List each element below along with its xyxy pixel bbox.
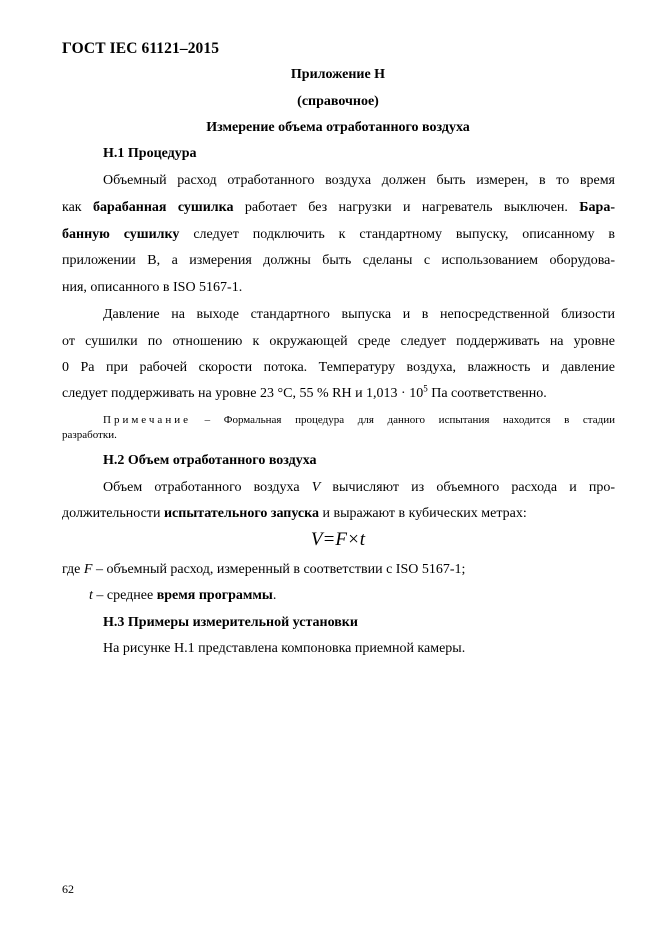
page-number: 62 <box>62 882 74 896</box>
variable: F <box>83 562 93 577</box>
appendix-subject: Измерение объема отработанного воздуха <box>206 120 470 135</box>
section-heading-h3: Н.3 Примеры измерительной установки <box>103 615 358 630</box>
appendix-type: (справочное) <box>297 94 379 109</box>
formula: V=F×t <box>310 529 366 550</box>
superscript: 5 <box>423 383 428 394</box>
note-line: Примечание – Формальная процедура для данного испытания находится в стадии <box>103 414 615 426</box>
section-heading-h1: Н.1 Процедура <box>103 146 197 161</box>
appendix-title: Приложение Н <box>290 67 386 82</box>
term-bold: Бара- <box>579 200 615 215</box>
paragraph-line: Объемный расход отработанного воздуха должен быть измерен, в то время <box>103 173 615 188</box>
where-line: где F – объемный расход, измеренный в соответствии с ISO 5167-1; <box>62 562 466 577</box>
paragraph-line: Давление на выходе стандартного выпуска и в непосредственной близости <box>103 307 615 322</box>
note-label: Примечание <box>103 414 191 426</box>
standard-header: ГОСТ IEC 61121–2015 <box>62 40 220 57</box>
section-heading-h2: Н.2 Объем отработанного воздуха <box>103 453 317 468</box>
paragraph-line: Объем отработанного воздуха V вычисляют из объемного расхода и про- <box>103 480 616 495</box>
paragraph-line: На рисунке Н.1 представлена компоновка приемной камеры. <box>103 641 466 656</box>
variable: V <box>311 480 321 495</box>
paragraph-line: 0 Ра при рабочей скорости потока. Температуру воздуха, влажность и давление <box>62 360 615 375</box>
term-bold: время программы <box>156 588 273 603</box>
paragraph-line: от сушилки по отношению к окружающей среде следует поддерживать на уровне <box>62 334 615 349</box>
paragraph-line: банную сушилку следует подключить к стандартному выпуску, описанному в <box>62 227 615 242</box>
paragraph-line: как барабанная сушилка работает без нагрузки и нагреватель выключен. Бара- <box>62 200 615 215</box>
term-bold: барабанная сушилка <box>93 200 234 215</box>
term-bold: испытательного запуска <box>163 506 320 521</box>
paragraph-line: должительности испытательного запуска и выражают в кубических метрах: <box>62 506 527 521</box>
paragraph-line: приложении В, а измерения должны быть сделаны с использованием оборудова- <box>62 253 615 268</box>
note-line: разработки. <box>62 429 117 441</box>
paragraph-line: следует поддерживать на уровне 23 °С, 55 % RH и $1,013 \cdot 10^5$ Па соответственно. <box>62 383 547 401</box>
paragraph-line: ния, описанного в ISO 5167-1. <box>62 280 243 295</box>
where-line: t – среднее время программы. <box>89 588 277 603</box>
term-bold: банную сушилку <box>62 227 180 242</box>
variable: t <box>89 588 93 603</box>
